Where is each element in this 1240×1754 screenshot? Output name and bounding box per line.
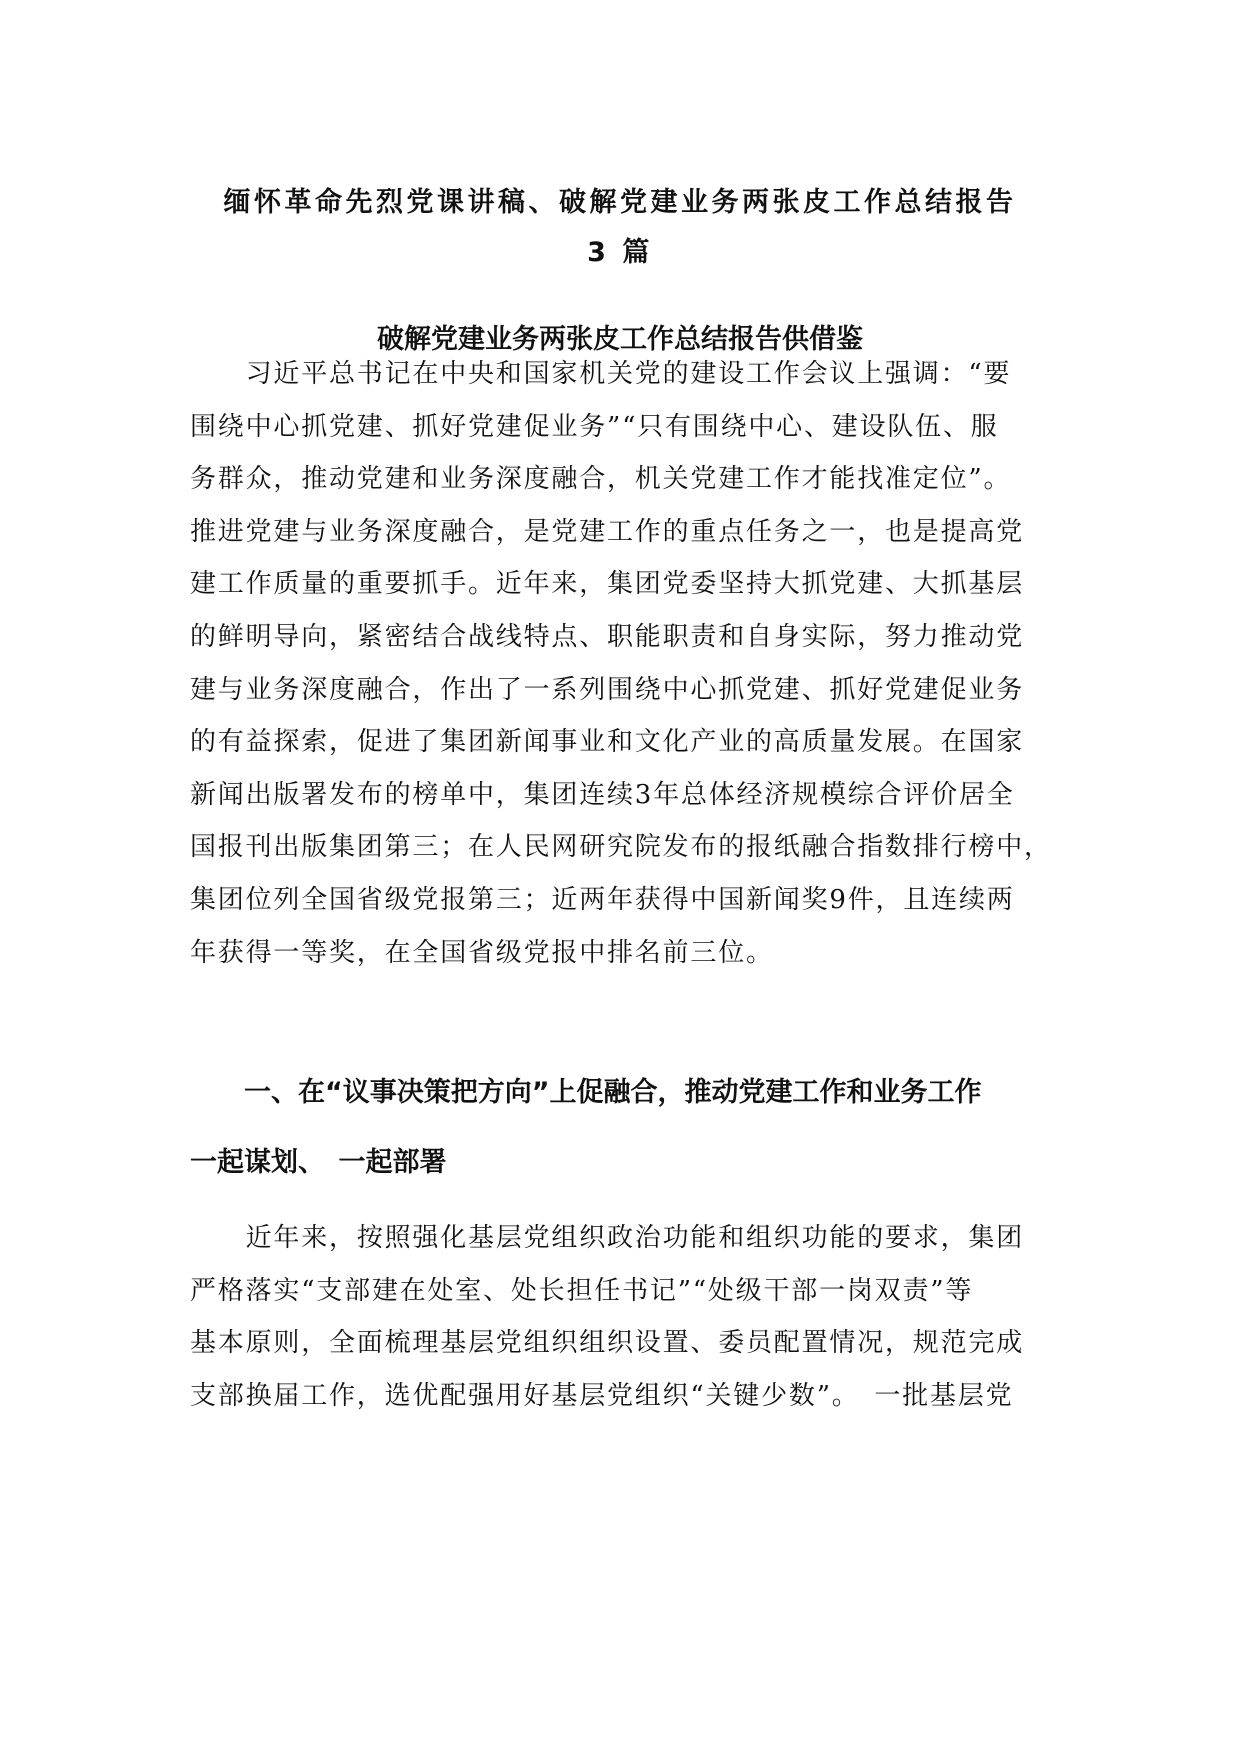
intro-line: 建与业务深度融合，作出了一系列围绕中心抓党建、抓好党建促业务 xyxy=(190,674,1025,705)
intro-line: 集团位列全国省级党报第三；近两年获得中国新闻奖9件，且连续两 xyxy=(190,884,1015,915)
section-1-heading-line-1: 一、在“议事决策把方向”上促融合，推动党建工作和业务工作 xyxy=(190,1077,982,1108)
intro-line: 习近平总书记在中央和国家机关党的建设工作会议上强调：“要 xyxy=(190,359,1012,389)
intro-paragraph xyxy=(190,348,1070,979)
intro-line: 新闻出版署发布的榜单中，集团连续3年总体经济规模综合评价居全 xyxy=(190,779,1015,810)
document-subtitle: 破解党建业务两张皮工作总结报告供借鉴 xyxy=(377,324,863,355)
intro-line: 推进党建与业务深度融合，是党建工作的重点任务之一，也是提高党 xyxy=(190,516,1025,547)
document-title-line-1: 缅怀革命先烈党课讲稿、破解党建业务两张皮工作总结报告 xyxy=(223,187,1017,218)
section-1-line: 支部换届工作，选优配强用好基层党组织“关键少数”。 一批基层党 xyxy=(190,1380,1014,1411)
section-1-heading-line-2: 一起谋划、 一起部署 xyxy=(190,1147,447,1178)
section-1-line: 严格落实“支部建在处室、处长担任书记”“处级干部一岗双责”等 xyxy=(190,1275,974,1306)
intro-line: 围绕中心抓党建、抓好党建促业务”“只有围绕中心、建设队伍、服 xyxy=(190,411,999,442)
section-1-paragraph xyxy=(190,1212,1070,1422)
document-title-line-2: 3 篇 xyxy=(587,237,653,268)
intro-line: 的鲜明导向，紧密结合战线特点、职能职责和自身实际，努力推动党 xyxy=(190,621,1025,652)
section-1-heading xyxy=(190,1058,1070,1198)
intro-line: 国报刊出版集团第三；在人民网研究院发布的报纸融合指数排行榜中， xyxy=(190,832,1052,863)
section-1-line: 近年来，按照强化基层党组织政治功能和组织功能的要求，集团 xyxy=(190,1223,1025,1253)
intro-line: 务群众，推动党建和业务深度融合，机关党建工作才能找准定位”。 xyxy=(190,464,1012,495)
intro-line: 年获得一等奖，在全国省级党报中排名前三位。 xyxy=(190,937,774,968)
intro-line: 的有益探索，促进了集团新闻事业和文化产业的高质量发展。在国家 xyxy=(190,727,1025,758)
section-1-line: 基本原则，全面梳理基层党组织组织设置、委员配置情况，规范完成 xyxy=(190,1328,1025,1359)
document-title xyxy=(150,178,1090,278)
intro-line: 建工作质量的重要抓手。近年来，集团党委坚持大抓党建、大抓基层 xyxy=(190,569,1025,600)
